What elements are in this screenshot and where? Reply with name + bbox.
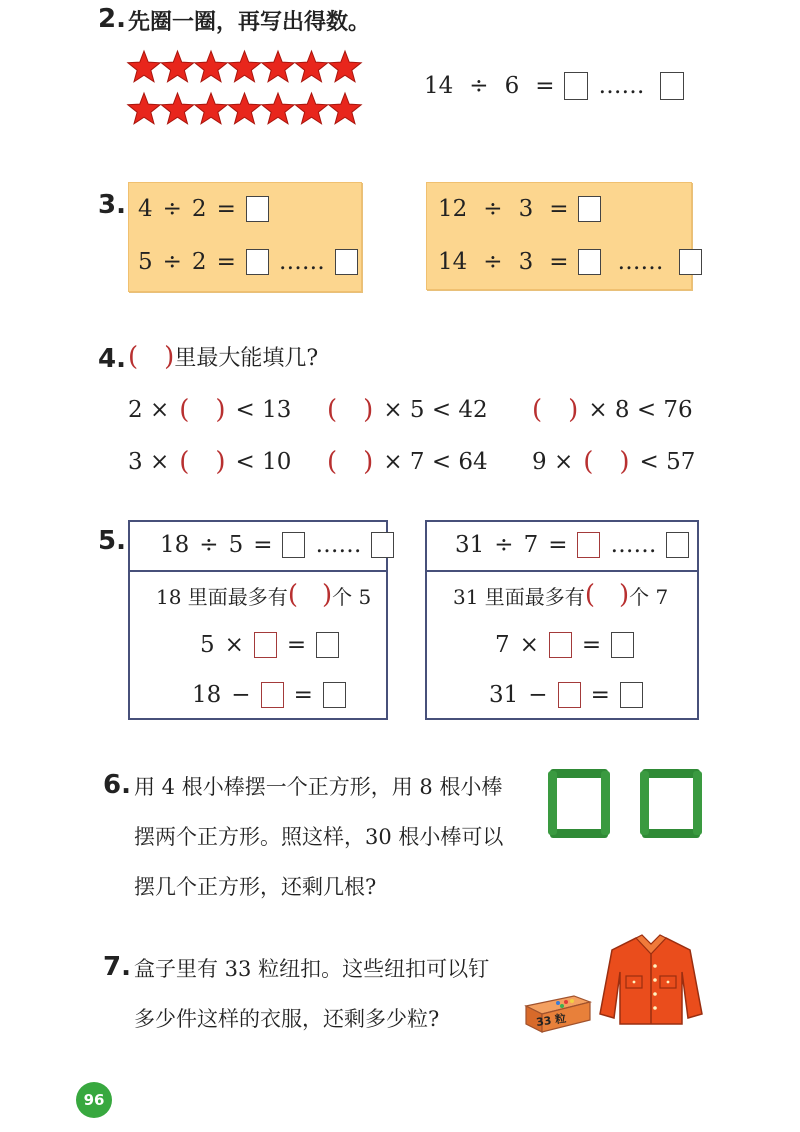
star-group [125,48,365,136]
star-icon[interactable] [262,93,294,124]
dots: …… [617,249,664,275]
table-divider [427,570,697,572]
q5-right-sub [489,682,643,708]
dividend: 4 [138,196,153,222]
dots: …… [278,249,325,275]
q2-number: 2. [98,4,126,34]
paren-left: ( [179,447,190,477]
operator: ÷ [483,249,503,275]
q2-title: 先圈一圈，再写出得数。 [128,9,371,35]
paren-left: ( [179,395,190,425]
paren-right: ) [215,395,226,425]
q3-number: 3. [98,190,126,220]
answer-blank[interactable] [189,449,215,475]
q5-right-table [425,520,699,720]
line1-suffix: 个 7 [629,584,669,609]
dividend: 31 [455,532,485,558]
page-number-badge: 96 [76,1082,112,1118]
q2-dots: …… [598,73,645,99]
answer-blank[interactable] [298,583,322,607]
q5-left-mul [200,632,339,658]
operator: − [528,682,548,708]
star-icon[interactable] [195,51,227,82]
q4-post: < 13 [235,397,292,423]
equals: = [549,249,569,275]
stick-squares-illustration [544,765,704,845]
quotient-box[interactable] [246,196,269,222]
line1-prefix: 31 里面最多有 [453,584,585,609]
q4-r1-c1 [128,395,291,425]
paren-right: ) [164,342,175,372]
divisor: 7 [523,532,539,558]
q7-line2: 多少件这样的衣服，还剩多少粒? [134,1007,440,1031]
paren-right: ) [619,447,630,477]
remainder-box[interactable] [660,72,684,100]
product-box[interactable] [316,632,339,658]
dividend: 18 [160,532,190,558]
quotient-box[interactable] [564,72,588,100]
q4-r1-c3 [532,395,693,425]
answer-blank[interactable] [337,397,363,423]
equals: = [253,532,273,558]
paren-left: ( [128,342,139,372]
stick-square-1 [548,769,610,838]
q2-divisor: 6 [504,73,520,99]
q5-right-line1 [453,580,668,610]
equals: = [216,196,236,222]
q5-number: 5. [98,526,126,556]
operator: ÷ [162,249,182,275]
q5-left-line1 [156,580,371,610]
quotient-box[interactable] [578,249,601,275]
difference-box[interactable] [620,682,643,708]
operator: ÷ [162,196,182,222]
paren-right: ) [568,395,579,425]
quotient-box[interactable] [282,532,305,558]
star-icon[interactable] [329,93,361,124]
q6-line3: 摆几个正方形，还剩几根? [134,875,377,899]
answer-blank[interactable] [595,583,619,607]
equals: = [548,532,568,558]
paren-left: ( [287,580,298,610]
divisor: 3 [518,196,534,222]
remainder-box[interactable] [666,532,689,558]
subtrahend-box[interactable] [558,682,581,708]
q4-post: × 8 < 76 [588,397,693,423]
star-icon[interactable] [295,51,327,82]
q4-number: 4. [98,344,126,374]
q3-right-eq1 [438,196,601,222]
remainder-box[interactable] [335,249,358,275]
q5-left-head [160,532,394,558]
button-box-label: 33 粒 [535,1011,567,1030]
answer-blank[interactable] [593,449,619,475]
factor: 7 [495,632,510,658]
minuend: 31 [489,682,519,708]
dividend: 5 [138,249,153,275]
q7-number: 7. [103,952,131,982]
product-box[interactable] [611,632,634,658]
q4-post: × 5 < 42 [383,397,488,423]
equals: = [286,632,307,658]
operator: × [519,632,539,658]
q4-title-text: 里最大能填几? [174,346,319,371]
equals: = [581,632,602,658]
line1-suffix: 个 5 [332,584,372,609]
q6-number: 6. [103,770,131,800]
q5-left-table [128,520,388,720]
star-icon[interactable] [228,93,260,124]
quotient-box[interactable] [246,249,269,275]
divisor: 3 [518,249,534,275]
equals: = [590,682,610,708]
q4-title [128,341,318,372]
q4-r2-c3 [532,447,695,477]
star-icon[interactable] [195,93,227,124]
star-icon[interactable] [228,51,260,82]
q6-line1: 用 4 根小棒摆一个正方形，用 8 根小棒 [134,775,503,799]
remainder-box[interactable] [371,532,394,558]
q4-post: × 7 < 64 [383,449,488,475]
star-icon[interactable] [161,51,193,82]
equals: = [216,249,236,275]
star-icon[interactable] [128,93,160,124]
q3-right-eq2 [438,249,702,275]
operator: ÷ [483,196,503,222]
answer-blank[interactable] [189,397,215,423]
paren-right: ) [321,580,333,610]
quotient-box[interactable] [577,532,600,558]
factor-box[interactable] [254,632,277,658]
paren-left: ( [584,580,595,610]
divisor: 5 [228,532,244,558]
q4-r1-c2 [327,395,488,425]
line1-prefix: 18 里面最多有 [156,584,288,609]
dots: …… [315,532,362,558]
q6-line2: 摆两个正方形。照这样，30 根小棒可以 [134,825,504,849]
star-icon[interactable] [161,93,193,124]
factor: 5 [200,632,215,658]
q3-left-eq2 [138,249,358,275]
answer-blank[interactable] [542,397,568,423]
equals: = [549,196,569,222]
q4-pre: 9 × [532,449,574,475]
operator: ÷ [494,532,514,558]
q2-dividend: 14 [424,73,454,99]
q7-line1: 盒子里有 33 粒纽扣。这些纽扣可以钉 [134,957,490,981]
divisor: 2 [191,249,207,275]
paren-right: ) [215,447,226,477]
equals: = [293,682,313,708]
q4-pre: 3 × [128,449,170,475]
paren-left: ( [327,395,338,425]
star-icon[interactable] [128,51,160,82]
q4-r2-c2 [327,447,488,477]
paren-left: ( [532,395,543,425]
jacket-icon [598,932,704,1028]
q2-equals: = [535,73,555,99]
paren-left: ( [583,447,594,477]
q4-r2-c1 [128,447,291,477]
star-icon[interactable] [262,51,294,82]
q5-right-head [455,532,689,558]
paren-right: ) [363,447,374,477]
difference-box[interactable] [323,682,346,708]
paren-right: ) [363,395,374,425]
paren-left: ( [327,447,338,477]
operator: ÷ [199,532,219,558]
divisor: 2 [191,196,207,222]
q3-left-eq1 [138,196,269,222]
q4-post: < 10 [235,449,292,475]
quotient-box[interactable] [578,196,601,222]
answer-blank[interactable] [337,449,363,475]
q5-left-sub [192,682,346,708]
dots: …… [610,532,657,558]
dividend: 12 [438,196,468,222]
q2-operator: ÷ [469,73,489,99]
operator: × [224,632,244,658]
q4-post: < 57 [639,449,696,475]
subtrahend-box[interactable] [261,682,284,708]
star-icon[interactable] [295,93,327,124]
remainder-box[interactable] [679,249,702,275]
q5-right-mul [495,632,634,658]
q2-equation [424,72,684,100]
stick-square-2 [640,769,702,838]
operator: − [231,682,251,708]
minuend: 18 [192,682,222,708]
factor-box[interactable] [549,632,572,658]
dividend: 14 [438,249,468,275]
q4-pre: 2 × [128,397,170,423]
star-icon[interactable] [329,51,361,82]
table-divider [130,570,386,572]
paren-right: ) [618,580,630,610]
